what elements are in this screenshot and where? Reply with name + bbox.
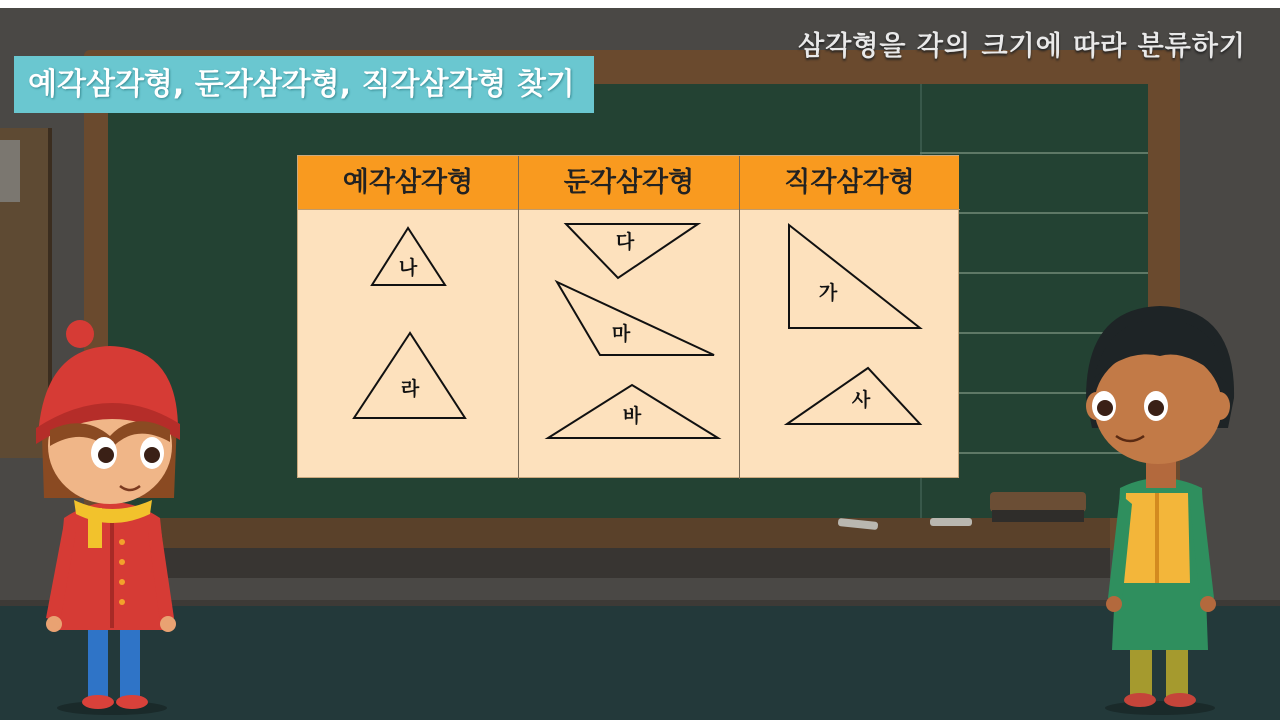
triangle-figures xyxy=(298,156,960,479)
boy-character xyxy=(1068,298,1248,718)
label-da: 다 xyxy=(615,231,635,253)
lesson-topic: 삼각형을 각의 크기에 따라 분류하기 xyxy=(798,31,1246,62)
label-sa: 사 xyxy=(851,389,871,411)
triangle-ra xyxy=(354,333,465,418)
label-ma: 마 xyxy=(611,323,631,345)
header-right: 직각삼각형 xyxy=(740,156,959,209)
header-obtuse: 둔각삼각형 xyxy=(519,156,739,209)
girl-character xyxy=(24,318,194,718)
board-line xyxy=(920,152,1148,154)
triangle-ma xyxy=(557,282,714,355)
chalk-piece xyxy=(930,518,972,526)
label-na: 나 xyxy=(398,257,418,279)
label-ga: 가 xyxy=(818,282,838,304)
label-ba: 바 xyxy=(622,405,642,427)
header-acute: 예각삼각형 xyxy=(298,156,518,209)
tray-shadow xyxy=(150,548,1110,578)
classification-table xyxy=(297,155,959,478)
door-window xyxy=(0,140,20,202)
label-ra: 라 xyxy=(400,378,420,400)
triangle-ga xyxy=(789,225,920,328)
lesson-banner: 예각삼각형, 둔각삼각형, 직각삼각형 찾기 xyxy=(14,56,594,113)
top-border xyxy=(0,0,1280,8)
